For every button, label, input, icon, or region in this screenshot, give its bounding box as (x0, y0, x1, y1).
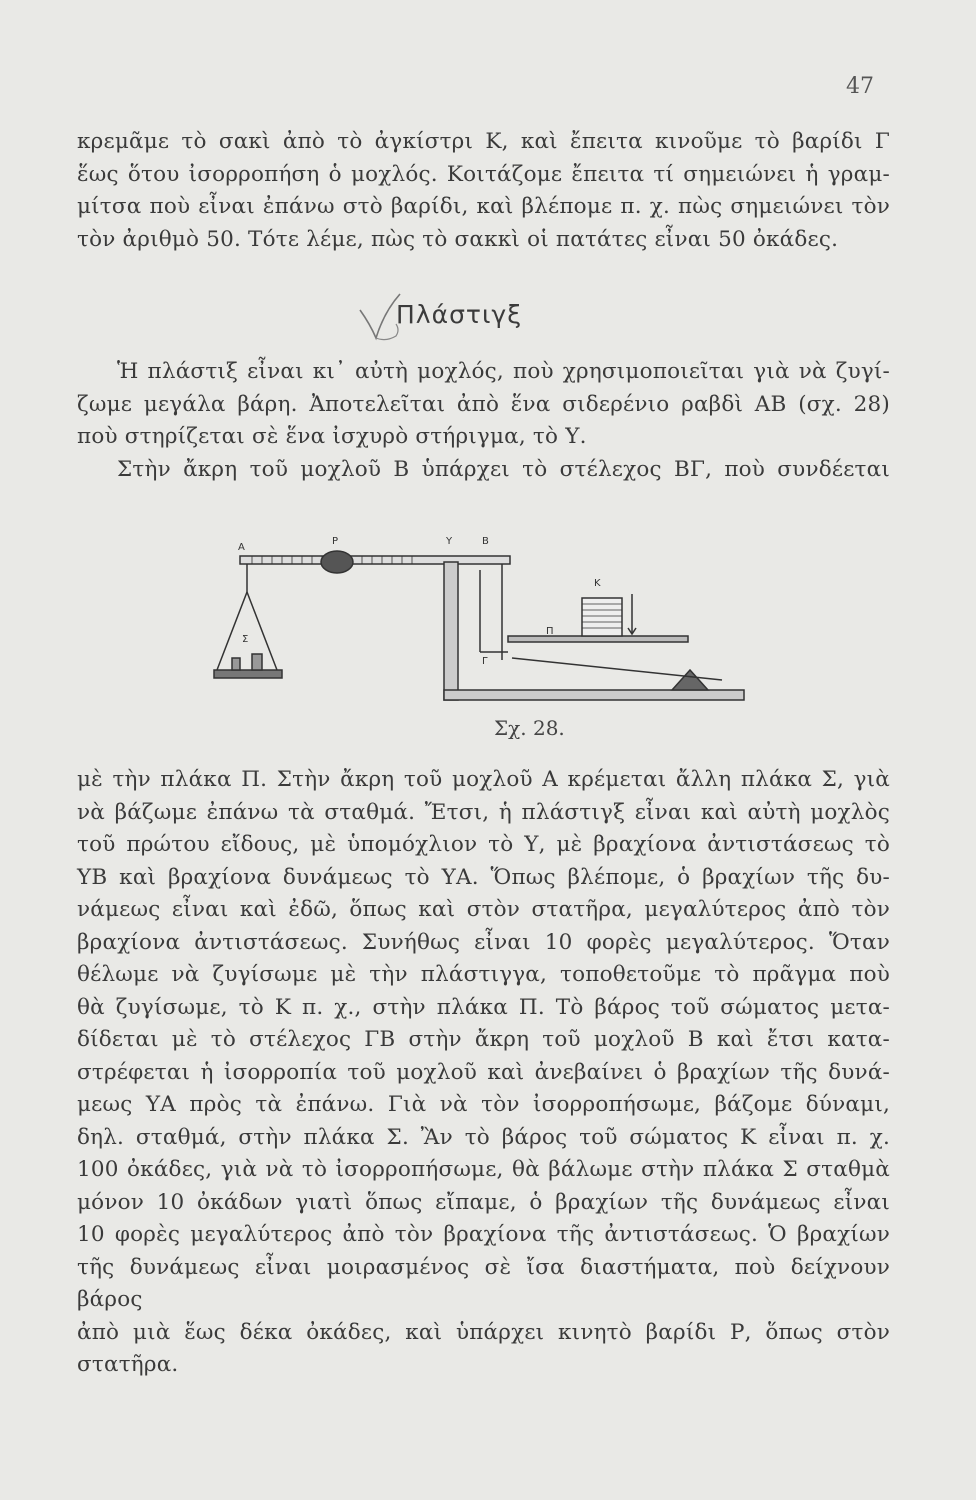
text-line: νὰ βάζωμε ἐπάνω τὰ σταθμά. Ἔτσι, ἡ πλάστιγξ εἶναι καὶ αὐτὴ μοχλὸς (77, 799, 890, 825)
text-line: θέλωμε νὰ ζυγίσωμε μὲ τὴν πλάστιγγα, τοποθετοῦμε τὸ πρᾶγμα ποὺ (77, 962, 890, 987)
label-k: Κ (594, 578, 601, 589)
text-line: ΥΒ καὶ βραχίονα δυνάμεως τὸ ΥΑ. Ὅπως βλέπομε, ὁ βραχίων τῆς δυ- (77, 864, 890, 890)
support-frame (444, 562, 458, 700)
section-paragraph (77, 356, 890, 486)
body-paragraph (77, 764, 890, 1382)
lever-ab (240, 556, 510, 564)
section-heading: Πλάστιγξ (396, 300, 523, 329)
text-line: βραχίονα ἀντιστάσεως. Συνήθως εἶναι 10 φορὲς μεγαλύτερος. Ὅταν (77, 929, 890, 955)
text-line: θὰ ζυγίσωμε, τὸ Κ π. χ., στὴν πλάκα Π. Τὸ βάρος τοῦ σώματος μετα- (77, 994, 890, 1020)
text-line: δηλ. σταθμά, στὴν πλάκα Σ. Ἂν τὸ βάρος τοῦ σώματος Κ εἶναι π. χ. (77, 1124, 890, 1150)
page-number: 47 (846, 74, 874, 99)
text-line: τὸν ἀριθμὸ 50. Τότε λέμε, πὼς τὸ σακκὶ οἱ πατάτες εἶναι 50 ὀκάδες. (77, 226, 839, 252)
text-line: τοῦ πρώτου εἴδους, μὲ ὑπομόχλιον τὸ Υ, μὲ βραχίονα ἀντιστάσεως τὸ (77, 832, 890, 857)
text-line: μίτσα ποὺ εἶναι ἐπάνω στὸ βαρίδι, καὶ βλέπομε π. χ. πὼς σημειώνει τὸν (77, 194, 890, 219)
text-line: νάμεως εἶναι καὶ ἐδῶ, ὅπως καὶ στὸν στατῆρα, μεγαλύτερος ἀπὸ τὸν (77, 897, 890, 922)
label-sigma: Σ (242, 634, 249, 645)
platform-scale-diagram (212, 530, 752, 705)
text-line: δίδεται μὲ τὸ στέλεχος ΓΒ στὴν ἄκρη τοῦ μοχλοῦ Β καὶ ἔτσι κατα- (77, 1027, 890, 1052)
text-line: στατῆρα. (77, 1352, 179, 1377)
text-line: μὲ τὴν πλάκα Π. Στὴν ἄκρη τοῦ μοχλοῦ Α κρέμεται ἄλλη πλάκα Σ, γιὰ (77, 767, 890, 792)
label-gamma: Γ (482, 656, 488, 667)
text-line: ποὺ στηρίζεται σὲ ἕνα ἰσχυρὸ στήριγμα, τὸ Υ. (77, 424, 587, 449)
text-line: 100 ὀκάδες, γιὰ νὰ τὸ ἰσορροπήσωμε, θὰ βάλωμε στὴν πλάκα Σ σταθμὰ (77, 1157, 890, 1182)
text-line: ἕως ὅτου ἰσορροπήση ὁ μοχλός. Κοιτάζομε ἔπειτα τί σημειώνει ἡ γραμ- (77, 161, 890, 187)
text-line: Ἡ πλάστιξ εἶναι κι᾿ αὐτὴ μοχλός, ποὺ χρησιμοποιεῖται γιὰ νὰ ζυγί- (117, 359, 890, 384)
text-line: Στὴν ἄκρη τοῦ μοχλοῦ Β ὑπάρχει τὸ στέλεχος ΒΓ, ποὺ συνδέεται (117, 456, 890, 482)
text-line: στρέφεται ἡ ἰσορροπία τοῦ μοχλοῦ καὶ ἀνεβαίνει ὁ βραχίων τῆς δυνά- (77, 1059, 890, 1085)
pan-sigma (214, 670, 282, 678)
text-line: ζωμε μεγάλα βάρη. Ἀποτελεῖται ἀπὸ ἕνα σιδερένιο ραβδὶ ΑΒ (σχ. 28) (77, 391, 890, 417)
text-line: κρεμᾶμε τὸ σακὶ ἀπὸ τὸ ἀγκίστρι Κ, καὶ ἔπειτα κινοῦμε τὸ βαρίδι Γ (77, 129, 890, 154)
text-line: μόνον 10 ὀκάδων γιατὶ ὅπως εἴπαμε, ὁ βραχίων τῆς δυνάμεως εἶναι (77, 1189, 890, 1215)
label-b: Β (482, 536, 489, 547)
label-p: Ρ (332, 536, 339, 547)
text-line: 10 φορὲς μεγαλύτερος ἀπὸ τὸν βραχίονα τῆς ἀντιστάσεως. Ὁ βραχίων (77, 1222, 890, 1247)
figure-caption: Σχ. 28. (494, 716, 565, 740)
text-line: ἀπὸ μιὰ ἕως δέκα ὀκάδες, καὶ ὑπάρχει κινητὸ βαρίδι Ρ, ὅπως στὸν (77, 1319, 890, 1345)
text-line: μεως ΥΑ πρὸς τὰ ἐπάνω. Γιὰ νὰ τὸν ἰσορροπήσωμε, βάζομε δύναμι, (77, 1092, 890, 1117)
intro-paragraph (77, 126, 890, 256)
text-line: τῆς δυνάμεως εἶναι μοιρασμένος σὲ ἴσα διαστήματα, ποὺ δείχνουν βάρος (77, 1254, 890, 1312)
platform-pi (508, 636, 688, 642)
label-pi: Π (546, 626, 554, 637)
label-a: Α (238, 542, 245, 553)
sliding-weight-p (321, 551, 353, 573)
label-y: Υ (446, 536, 453, 547)
fulcrum-triangle (672, 670, 708, 690)
